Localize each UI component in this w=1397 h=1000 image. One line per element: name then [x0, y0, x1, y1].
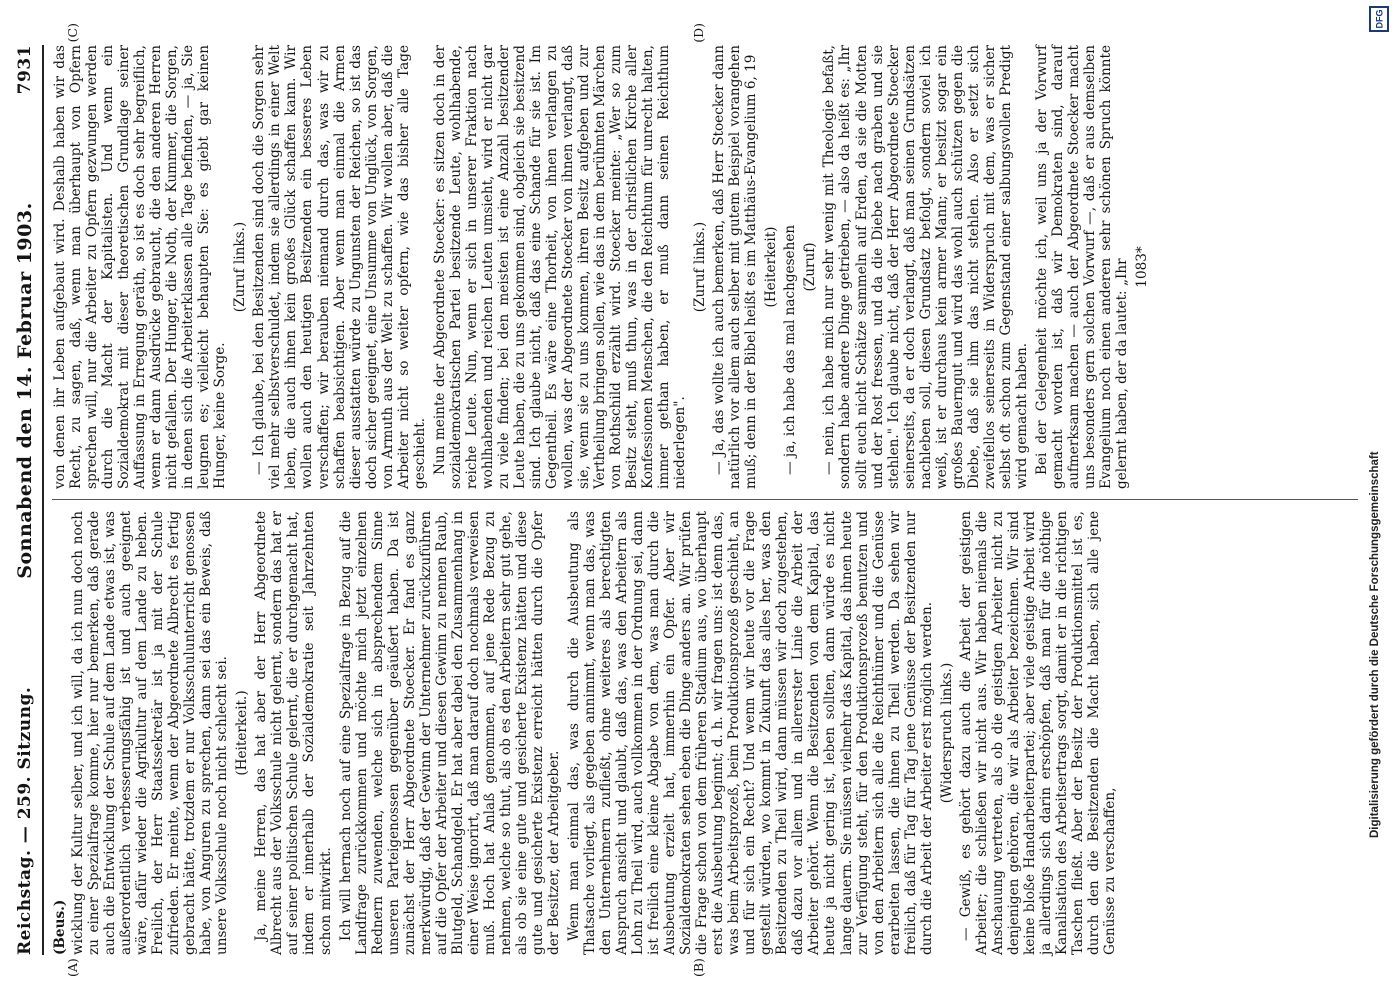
- paragraph: Ja, meine Herren, das hat aber der Herr Abgeordnete Albrecht aus der Volksschule nicht gelernt, sondern das hat er auf seiner politischen Schule gelernt, die er durchgemacht hat, indem er innerhalb der Sozialdemokratie seit Jahrzehnten schon mitwirkt.: [253, 511, 334, 955]
- interjection: (Zuruf): [802, 242, 819, 292]
- paragraph: — Ich glaube, bei den Besitzenden sind doch die Sorgen sehr viel mehr selbstverschuldet, indem sie allerdings in einer Welt leben, die auch ihnen kein großes Glück schaffen kann. Wir wollen auch den heutigen Besitzenden ein besseres Leben verschaffen; wir berauben niemand durch das, was wir zu schaffen beabsichtigen. Aber wenn man einmal die Armen dieser ausstatten würde zu Ungunsten der Reichen, so ist das doch sicher geeignet, eine Unsumme von Unglück, von Sorgen, von Armuth aus der Welt zu schaffen. Wir wollen aber, daß die Arbeiter nicht so weiter opfern, wie das bisher alle Tage geschieht.: [251, 45, 428, 489]
- page-header: [8, 45, 44, 955]
- interjection: (Heiterkeit): [763, 226, 780, 308]
- margin-marker-d: (D): [691, 23, 706, 43]
- interjection: (Heiterkeit.): [234, 690, 251, 776]
- paragraph: Wenn man einmal das, was durch die Ausbeutung als Thatsache vorliegt, als gegeben annimmt, wenn man das, was den Unternehmern zufließt, ohne weiteres als berechtigten Anspruch ansicht und glaubt, daß das, was den Arbeitern als Lohn zu Theil wird, auch vollkommen in der Ordnung sei, dann ist freilich eine kleine Abgabe von dem, was man durch die Ausbeutung erzielt hat, immerhin ein Opfer. Aber wir Sozialdemokraten sehen eben die Dinge anders an. Wir prüfen die Frage schon von dem früheren Stadium aus, wo überhaupt erst die Ausbeutung beginnt; d. h. wir fragen uns: ist denn das, was beim Arbeitsprozeß, beim Produktionsprozeß geschieht, an und für sich ein Recht? Und wenn wir heute vor die Frage gestellt würden, wo kommt in Zukunft das alles her, was den Besitzenden zu Theil wird, dann müssen wir doch zugestehen, daß dazu vor allem und in allererster Linie die Arbeit der Arbeiter gehört. Wenn die Besitzenden von dem Kapital, das heute ja nicht gering ist, leben sollten, dann würde es nicht lange dauern. Sie müssen vielmehr das Kapital, das ihnen heute zur Verfügung steht, für den Produktionsprozeß benutzen und von den Arbeitern sich alle die Reichthümer und die Genüsse erarbeiten lassen, die ihnen zu Theil werden. Da sehen wir freilich, daß für Tag für Tag jene Genüsse der Besitzenden nur durch die Arbeit der Arbeiter erst möglich werden.: [565, 511, 935, 955]
- digitization-credit: [1367, 8, 1389, 998]
- paragraph: Bei der Gelegenheit möchte ich, weil uns ja der Vorwurf gemacht worden ist, daß wir Demokraten sind, darauf aufmerksam machen — auch der Abgeordnete Stoecker macht uns besonders gern solchen Vorwurf —, daß er aus demselben Evangelium noch einen anderen sehr schönen Spruch könnte gelernt haben, der da lautet: „Ihr: [1033, 45, 1130, 489]
- left-column: [52, 511, 1358, 977]
- paragraph: — Gewiß, es gehört dazu auch die Arbeit der geistigen Arbeiter; die schließen wir nicht aus. Wir haben niemals die Anschauung vertreten, als ob die geistigen Arbeiter nicht zu denjenigen gehören, die wir als Arbeiter bezeichnen. Wir sind keine bloße Handarbeiterpartei; aber viele geistige Arbeit wird ja allerdings sich darin erschöpfen, daß man für die nöthige Kanalisation des Arbeitsertrags sorgt, damit er in die richtigen Taschen fließt. Aber der Besitz der Produktionsmittel ist es, durch den die Besitzenden die Macht haben, sich alle jene Genüsse zu verschaffen,: [957, 511, 1118, 955]
- rotated-page-content: [8, 23, 1358, 977]
- interjection: (Zuruf links.): [692, 221, 709, 313]
- header-session: Reichstag. — 259. Sitzung.: [14, 686, 35, 955]
- speaker-label: (Beus.): [52, 899, 68, 955]
- margin-marker-b: (B): [691, 958, 706, 977]
- paragraph: Nun meinte der Abgeordnete Stoecker: es sitzen doch in der sozialdemokratischen Partei besitzende Leute, wohlhabende, reiche Leute. Nun, wenn er sich in unserer Fraktion nach wohlhabenden und reichen Leuten umsieht, wird er nicht gar zu viele finden; bei den meisten ist eine Anzahl besitzender Leute haben, die zu uns gekommen sind, obgleich sie besitzend sind. Ich glaube nicht, daß das eine Schande für sie ist. Im Gegentheil. Es wäre eine Thorheit, von ihnen verlangen zu wollen, was der Abgeordnete Stoecker von ihnen verlangt, daß sie, wenn sie zu uns kommen, ihren Besitz aufgeben und zur Vertheilung bringen sollen, wie das in dem berühmten Märchen von Rothschild erzählt wird. Stoecker meinte: „Wer so zum Besitz steht, muß thun, was in der christlichen Kirche aller Konfessionen Menschen, die den Reichthum für unrecht halten, immer gethan haben, er muß dann seinen Reichthum niederlegen".: [431, 45, 689, 489]
- interjection: (Widerspruch links.): [938, 662, 955, 804]
- text-columns: [52, 23, 1358, 977]
- paragraph: von denen ihr Leben aufgebaut wird. Deshalb haben wir das Recht, zu sagen, daß, wenn man überhaupt von Opfern sprechen will, nur die Arbeiter zu Opfern gezwungen werden durch die Macht der Kapitalisten. Und wenn ein Sozialdemokrat mit dieser theoretischen Grundlage seiner Auffassung in Erregung geräth, so ist es doch sehr begreiflich, wenn er dann Ausdrücke gebraucht, die den anderen Herren nicht gefallen. Der Hunger, die Noth, der Kummer, die Sorgen, in denen sich die Arbeiterklassen alle Tage befinden, — ja, Sie leugnen es; vielleicht behaupten Sie: es giebt gar keinen Hunger, keine Sorge.: [52, 45, 229, 489]
- credit-text: Digitalisierung gefördert durch die Deutsche Forschungsgemeinschaft: [1369, 451, 1381, 838]
- page-number: 7931: [14, 45, 35, 95]
- paragraph: — nein, ich habe mich nur sehr wenig mit Theologie befaßt, sondern habe andere Dinge getrieben, — also da heißt es: „Ihr sollt euch nicht Schätze sammeln auf Erden, da sie die Motten und der Rost fressen, und da die Diebe nach graben und sie stehlen." Ich glaube nicht, daß der Herr Abgeordnete Stoecker seinerseits, da er doch verlangt, daß man seinen Grundsätzen nachleben soll, diesen Grundsatz befolgt, sondern soviel ich weiß, ist er durchaus kein armer Mann; er besitzt sogar ein großes Bauerngut und wird das wohl auch schützen gegen die Diebe, daß sie ihm das nicht stehlen. Also er setzt sich zweifellos seinerseits in Widerspruch mit dem, was er sicher selbst oft schon zum Gegenstand einer salbungsvollen Predigt wird gemacht haben.: [821, 45, 1030, 489]
- margin-marker-c: (C): [65, 23, 80, 43]
- paragraph: — ja, ich habe das mal nachgesehen: [782, 224, 799, 475]
- paragraph: — Ja, das wollte ich auch bemerken, daß Herr Stoecker dann natürlich vor allem auch selber mit gutem Beispiel vorangehen muß; denn in der Bibel heißt es im Matthäus-Evangelium 6, 19: [711, 45, 760, 489]
- header-date: Sonnabend den 14. Februar 1903.: [13, 202, 36, 579]
- paragraph: Ich will hernach noch auf eine Spezialfrage in Bezug auf die Landfrage zurückkommen und möchte mich jetzt einzelnen Rednern zuwenden, welche sich in absprechendem Sinne unseren Parteigenossen gegenüber geäußert haben. Da ist zunächst der Herr Abgeordnete Stoecker. Er fand es ganz merkwürdig, daß der Gewinn der Unternehmer zurückzuführen auf die Opfer der Arbeiter und diesen Gewinn zu nennen Raub, Blutgeld, Schandgeld. Er hat aber dabei den Zusammenhang in einer Weise ignorirt, daß man darauf doch nochmals verweisen muß. Hoch hat Anlaß genommen, auf jene Rede Bezug zu nehmen, welche so thut, als ob es den Arbeitern sehr gut gehe, als ob sie eine gute und gesicherte Existenz hätten und diese gute und gesicherte Existenz erreicht hätten durch die Opfer der Besitzer, der Arbeitgeber.: [337, 511, 562, 955]
- logo-text: DFG: [1374, 9, 1384, 29]
- right-column: [52, 23, 1358, 489]
- interjection: (Zuruf links.): [232, 221, 249, 313]
- signature-mark: 1083*: [1134, 246, 1151, 288]
- margin-marker-a: (A): [65, 958, 80, 977]
- paragraph: wicklung der Kultur selber, und ich will, da ich nun doch noch zu einer Spezialfrage komme, hier nur bemerken, daß gerade auch die Entwicklung der Schule auf dem Lande etwas ist, was außerordentlich verbesserungsfähig ist und auch geeignet wäre, dafür wieder die Agrikultur auf dem Lande zu heben. Freilich, der Herr Staatssekretär ist ja mit der Schule zufrieden. Er meinte, wenn der Abgeordnete Albrecht es fertig gebracht hätte, trotzdem er nur Volksschulunterricht genossen habe, von Anguren zu sprechen, dann sei das ein Beweis, daß unsere Volksschule noch nicht schlecht sei.: [70, 511, 231, 955]
